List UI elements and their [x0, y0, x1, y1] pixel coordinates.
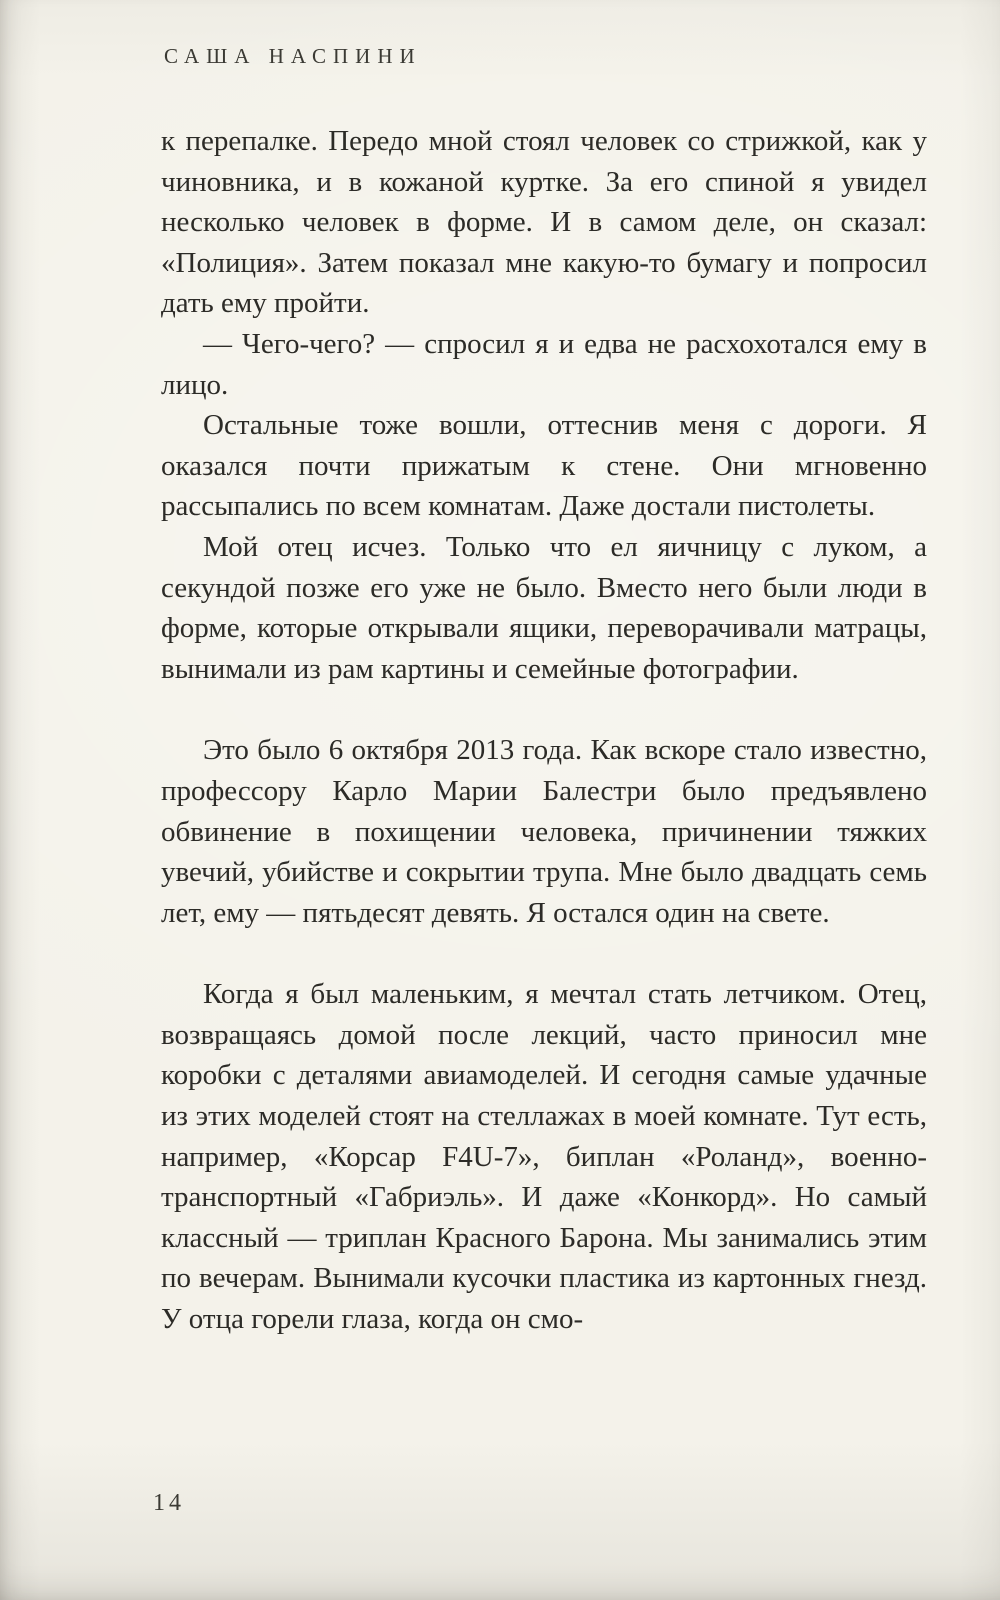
paragraph-dialogue: — Чего-чего? — спросил я и едва не расхохотался ему в лицо.: [161, 327, 927, 401]
running-header: САША НАСПИНИ: [164, 44, 422, 68]
paragraph-section-start: Это было 6 октября 2013 года. Как вскоре стало известно, профессору Карло Марии Балестри было предъявлено обвинение в похищении человека, причинении тяжких увечий, убийстве и сокрытии трупа. Мне было двадцать семь лет, ему — пятьдесят девять. Я остался один на свете.: [161, 734, 927, 929]
paragraph-section-start: Когда я был маленьким, я мечтал стать летчиком. Отец, возвращаясь домой после лекций, часто приносил мне коробки с деталями авиамоделей. И сегодня самые удачные из этих моделей стоят на стеллажах в моей комнате. Тут есть, например, «Корсар F4U-7», биплан «Роланд», военно-транспортный «Габриэль». И даже «Конкорд». Но самый классный — триплан Красного Барона. Мы занимались этим по вечерам. Вынимали кусочки пластика из картонных гнезд. У отца горели глаза, когда он смо-: [161, 978, 927, 1336]
paragraph-continuation: к перепалке. Передо мной стоял человек со стрижкой, как у чиновника, и в кожаной куртке. За его спиной я увидел несколько человек в форме. И в самом деле, он сказал: «Полиция». Затем показал мне какую-то бумагу и попросил дать ему пройти.: [161, 125, 927, 320]
paragraph: Остальные тоже вошли, оттеснив меня с дороги. Я оказался почти прижатым к стене. Они мгновенно рассыпались по всем комнатам. Даже достали пистолеты.: [161, 409, 927, 523]
paragraph: Мой отец исчез. Только что ел яичницу с луком, а секундой позже его уже не было. Вместо него были люди в форме, которые открывали ящики, переворачивали матрацы, вынимали из рам картины и семейные фотографии.: [161, 530, 927, 685]
page-number: 14: [153, 1490, 185, 1516]
page-text-block: [161, 121, 927, 1340]
